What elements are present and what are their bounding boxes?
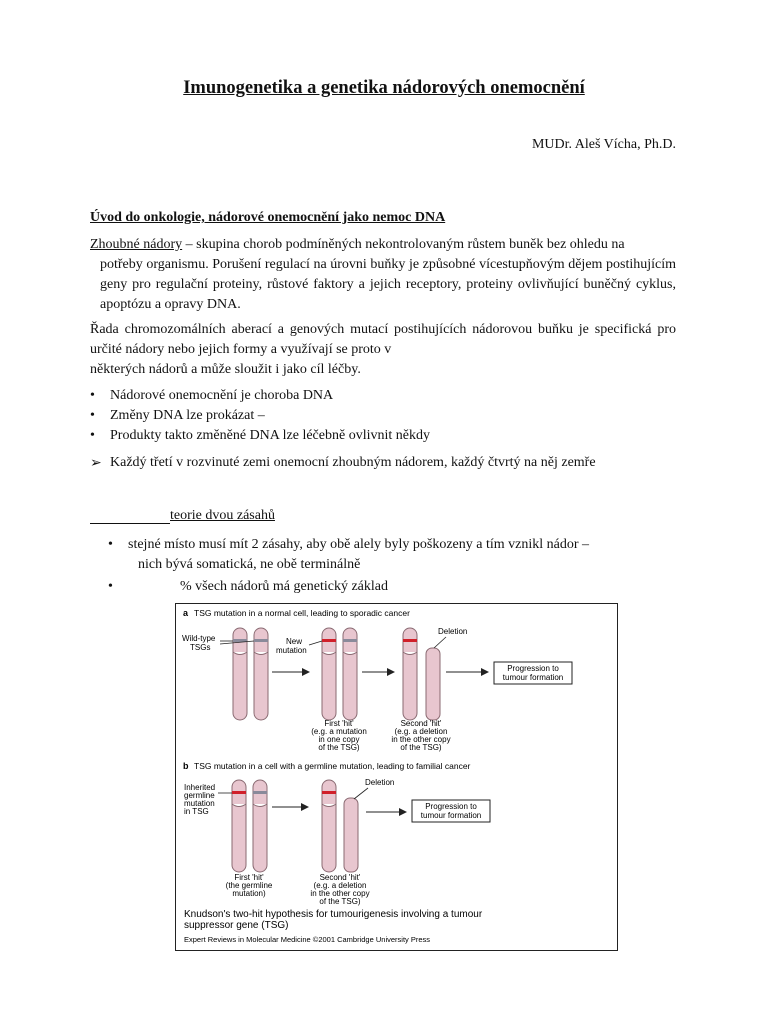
panel-a-title: TSG mutation in a normal cell, leading to sporadic cancer (194, 608, 410, 618)
bullet-icon: • (108, 537, 113, 552)
figure-caption-l1: Knudson's two-hit hypothesis for tumourigenesis involving a tumour (184, 909, 483, 920)
svg-text:in the other copy: in the other copy (310, 889, 370, 898)
svg-text:Second 'hit': Second 'hit' (319, 873, 361, 882)
svg-text:Inherited: Inherited (184, 783, 216, 792)
first-hit-b (226, 873, 273, 898)
list-item: • % všech nádorů má genetický základ (108, 577, 589, 597)
bullet-list-2 (108, 535, 589, 597)
svg-text:in the other copy: in the other copy (391, 735, 451, 744)
bullet-icon: • (108, 579, 113, 594)
svg-text:tumour formation: tumour formation (420, 811, 482, 820)
wild-type-label: Wild-type (182, 634, 216, 643)
chromosome-pair-b2 (322, 780, 358, 872)
list-item: • stejné místo musí mít 2 zásahy, aby obě alely byly poškozeny a tím vznikl nádor – (108, 535, 589, 555)
panel-a-label: a (183, 608, 189, 618)
svg-text:germline: germline (184, 791, 215, 800)
svg-text:of the TSG): of the TSG) (318, 743, 360, 752)
section-heading: Úvod do onkologie, nádorové onemocnění jako nemoc DNA (90, 210, 446, 225)
svg-text:First 'hit': First 'hit' (234, 873, 264, 882)
deletion-label-b: Deletion (365, 778, 395, 787)
svg-text:mutation): mutation) (232, 889, 266, 898)
arrow-item: ➢ Každý třetí v rozvinuté zemi onemocní zhoubným nádorem, každý čtvrtý na něj zemře (90, 455, 596, 471)
bullet-list (90, 386, 430, 446)
svg-text:First 'hit': First 'hit' (324, 719, 354, 728)
list-item: • Změny DNA lze prokázat – (90, 406, 430, 426)
author: MUDr. Aleš Vícha, Ph.D. (531, 137, 676, 152)
chromosome-pair-a1 (233, 628, 268, 720)
list-item-continuation: nich bývá somatická, ne obě terminálně (138, 557, 361, 572)
second-hit-b (310, 873, 369, 906)
second-hit-a (391, 719, 450, 752)
bullet-icon: • (90, 428, 95, 443)
svg-text:in TSG: in TSG (184, 807, 209, 816)
inherited-label (184, 783, 215, 816)
svg-text:(e.g. a mutation: (e.g. a mutation (311, 727, 367, 736)
svg-text:Progression to: Progression to (507, 664, 559, 673)
knudson-figure (175, 603, 618, 951)
svg-text:(e.g. a deletion: (e.g. a deletion (313, 881, 367, 890)
figure-caption-l2: suppressor gene (TSG) (184, 920, 289, 931)
chromosome-pair-a3 (403, 628, 440, 720)
chromosome-pair-b1 (232, 780, 267, 872)
svg-text:(e.g. a deletion: (e.g. a deletion (394, 727, 448, 736)
svg-text:of the TSG): of the TSG) (400, 743, 442, 752)
arrow-bullet-icon: ➢ (90, 456, 102, 471)
blank-line (90, 509, 170, 524)
svg-text:of the TSG): of the TSG) (319, 897, 361, 906)
term-zhoubne-nadory: Zhoubné nádory (90, 237, 183, 252)
svg-text:tumour formation: tumour formation (502, 673, 564, 682)
paragraph-aberrations (90, 320, 676, 380)
deletion-label-a: Deletion (438, 627, 468, 636)
svg-text:mutation: mutation (184, 799, 215, 808)
svg-text:Progression to: Progression to (425, 802, 477, 811)
svg-text:in one copy: in one copy (318, 735, 360, 744)
p1-line1: – skupina chorob podmíněných nekontrolovaným růstem buněk bez ohledu na (182, 237, 625, 252)
chromosome-pair-a2 (322, 628, 357, 720)
panel-b-label: b (183, 761, 189, 771)
page-title: Imunogenetika a genetika nádorových onemocnění (183, 78, 585, 98)
list-item: • Produkty takto změněné DNA lze léčebně ovlivnit někdy (90, 426, 430, 446)
bullet-icon: • (90, 388, 95, 403)
mutation-label: mutation (276, 646, 307, 655)
two-hit-heading: teorie dvou zásahů (90, 508, 275, 524)
figure-credit: Expert Reviews in Molecular Medicine ©2001 Cambridge University Press (184, 935, 431, 944)
p1-rest: potřeby organismu. Porušení regulací na úrovni buňky je způsobné vícestupňovým dějem postihujícím geny pro regulační proteiny, růstové faktory a jejich receptory, proteiny ovlivňující buněčný cyklus, apoptózu a opravy DNA. (100, 257, 676, 312)
p2-line1: Řada chromozomálních aberací a genových mutací postihujících nádorovou buňku je specifická pro určité nádory nebo jejich formy a využívají se proto v (90, 322, 676, 357)
tsgs-label: TSGs (190, 643, 211, 652)
svg-text:Second 'hit': Second 'hit' (400, 719, 442, 728)
bullet-icon: • (90, 408, 95, 423)
first-hit-a (311, 719, 367, 752)
paragraph-tumours (90, 235, 676, 315)
p2-line2: některých nádorů a může sloužit i jako cíl léčby. (90, 362, 361, 377)
svg-text:(the germline: (the germline (225, 881, 273, 890)
list-item: • Nádorové onemocnění je choroba DNA (90, 386, 430, 406)
figure-svg (176, 604, 617, 950)
panel-b-title: TSG mutation in a cell with a germline mutation, leading to familial cancer (194, 761, 471, 771)
new-label: New (286, 637, 303, 646)
